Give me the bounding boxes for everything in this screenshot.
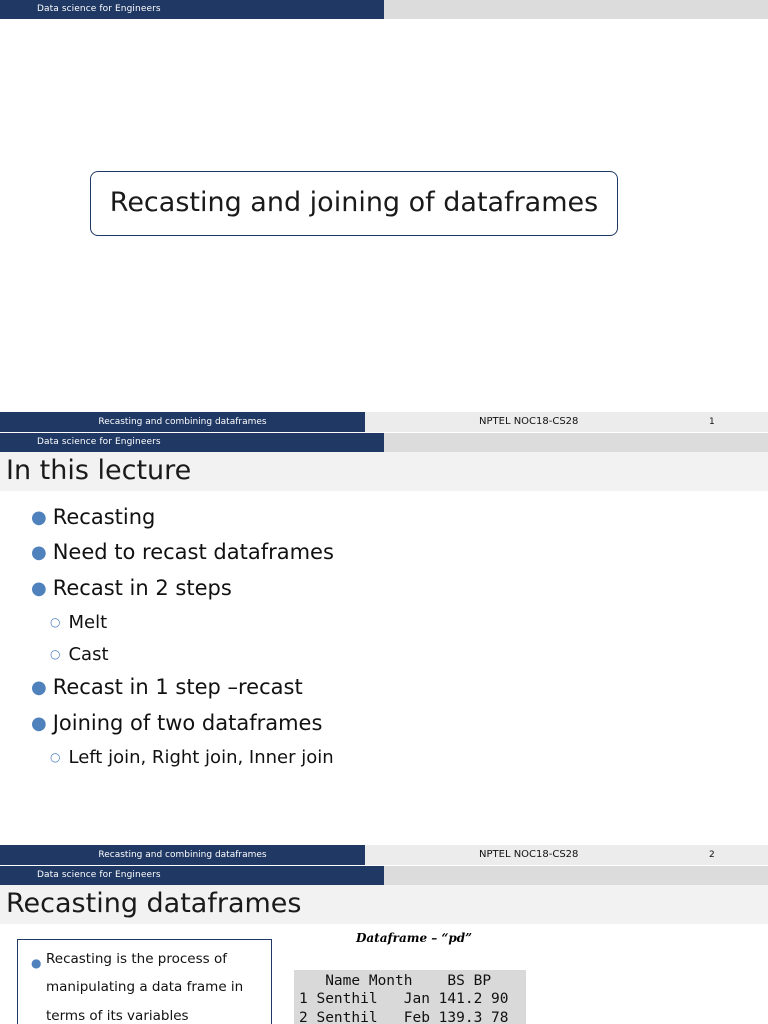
sub-list-item: ○ Melt	[50, 612, 108, 633]
code-line: 1 Senthil Jan 141.2 90	[299, 991, 509, 1007]
list-item: ● Recast in 2 steps	[31, 576, 232, 600]
code-line: 2 Senthil Feb 139.3 78	[299, 1010, 509, 1024]
slide1-title: Recasting and joining of dataframes	[90, 171, 618, 236]
footer-course-code: NPTEL NOC18-CS28	[479, 849, 579, 860]
slide3-header	[0, 866, 768, 885]
footer-course-code: NPTEL NOC18-CS28	[479, 416, 579, 427]
course-title: Data science for Engineers	[0, 433, 384, 452]
sub-list-item: ○ Cast	[50, 644, 109, 665]
list-item: ● Recasting	[31, 505, 156, 529]
slide2-title: In this lecture	[6, 455, 192, 486]
slide2-footer	[0, 845, 768, 865]
bullet-icon: ●	[31, 542, 47, 563]
slide1-header	[0, 0, 768, 19]
slide1-footer	[0, 412, 768, 432]
bullet-icon: ●	[31, 956, 42, 970]
bullet-icon: ●	[31, 578, 47, 599]
code-line: Name Month BS BP	[299, 973, 492, 989]
footer-topic: Recasting and combining dataframes	[0, 845, 365, 865]
slide2-header	[0, 433, 768, 452]
course-title: Data science for Engineers	[0, 866, 384, 885]
definition-line: Recasting is the process of	[46, 951, 227, 967]
dataframe-output	[294, 970, 526, 1024]
dataframe-caption: Dataframe – “pd”	[356, 931, 473, 945]
bullet-icon: ●	[31, 713, 47, 734]
page-number: 1	[709, 417, 715, 427]
sub-bullet-icon: ○	[50, 615, 61, 629]
list-item: ● Recast in 1 step –recast	[31, 675, 303, 699]
definition-box	[17, 939, 272, 1024]
sub-bullet-icon: ○	[50, 647, 61, 661]
course-title: Data science for Engineers	[0, 0, 384, 19]
page-number: 2	[709, 850, 715, 860]
definition-line: manipulating a data frame in	[46, 979, 244, 995]
list-item: ● Joining of two dataframes	[31, 711, 323, 735]
slide3-title: Recasting dataframes	[6, 888, 302, 919]
bullet-icon: ●	[31, 507, 47, 528]
bullet-icon: ●	[31, 677, 47, 698]
list-item: ● Need to recast dataframes	[31, 540, 334, 564]
sub-list-item: ○ Left join, Right join, Inner join	[50, 747, 334, 768]
sub-bullet-icon: ○	[50, 750, 61, 764]
definition-line: terms of its variables	[46, 1008, 189, 1024]
footer-topic: Recasting and combining dataframes	[0, 412, 365, 432]
